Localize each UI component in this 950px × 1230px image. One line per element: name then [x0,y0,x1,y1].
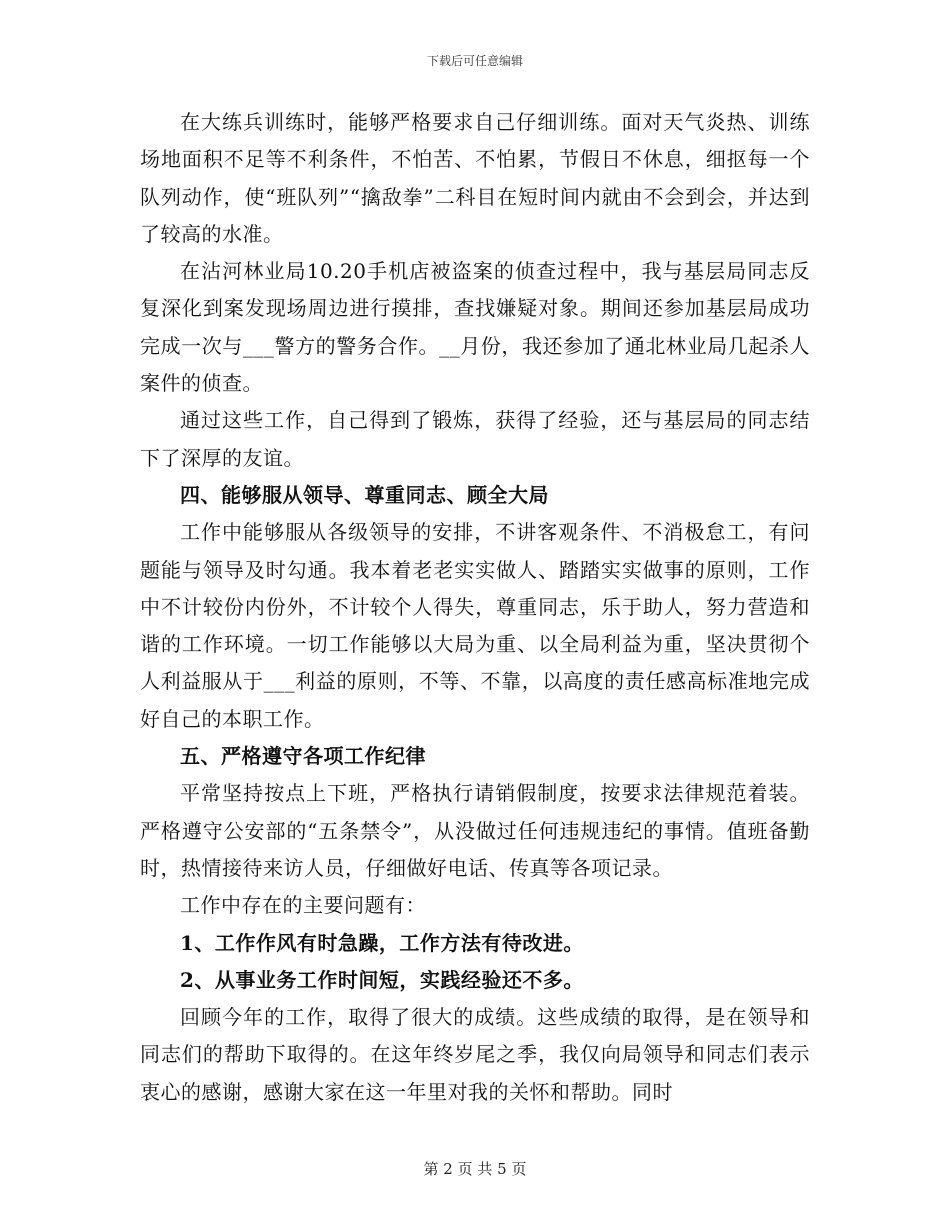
problem-item-2: 2、从事业务工作时间短，实践经验还不多。 [180,967,584,992]
paragraph-problems-intro: 工作中存在的主要问题有： [180,893,426,918]
problem-item-1: 1、工作作风有时急躁，工作方法有待改进。 [180,930,584,955]
section-heading-4: 四、能够服从领导、尊重同志、顾全大局 [180,482,549,507]
section-heading-5: 五、严格遵守各项工作纪律 [180,744,426,769]
paragraph-experience: 通过这些工作，自己得到了锻炼，获得了经验，还与基层局的同志结下了深厚的友谊。 [140,408,810,470]
document-body [140,104,810,1111]
paragraph-discipline: 平常坚持按点上下班，严格执行请销假制度，按要求法律规范着装。严格遵守公安部的“五条禁令”，从没做过任何违规违纪的事情。值班备勤时，热情接待来访人员，仔细做好电话、传真等各项记录。 [140,781,810,880]
paragraph-training: 在大练兵训练时，能够严格要求自己仔细训练。面对天气炎热、训练场地面积不足等不利条件，不怕苦、不怕累，节假日不休息，细抠每一个队列动作，使“班队列”“擒敌拳”二科目在短时间内就由不会到会，并达到了较高的水准。 [140,110,810,246]
paragraph-review: 回顾今年的工作，取得了很大的成绩。这些成绩的取得，是在领导和同志们的帮助下取得的。在这年终岁尾之季，我仅向局领导和同志们表示衷心的感谢，感谢大家在这一年里对我的关怀和帮助。同时 [140,1005,810,1104]
paragraph-investigation: 在沾河林业局10.20手机店被盗案的侦查过程中，我与基层局同志反复深化到案发现场周边进行摸排，查找嫌疑对象。期间还参加基层局成功完成一次与___警方的警务合作。__月份，我还参加了通北林业局几起杀人案件的侦查。 [140,259,810,396]
page-header: 下载后可任意编辑 [426,54,523,68]
paragraph-obey-leadership: 工作中能够服从各级领导的安排，不讲客观条件、不消极怠工，有问题能与领导及时勾通。我本着老老实实做人、踏踏实实做事的原则，工作中不计较份内份外，不计较个人得失，尊重同志，乐于助人，努力营造和谐的工作环境。一切工作能够以大局为重、以全局利益为重，坚决贯彻个人利益服从于___利益的原则，不等、不靠，以高度的责任感高标准地完成好自己的本职工作。 [140,520,810,731]
page-footer: 第 2 页 共 5 页 [423,1160,527,1178]
